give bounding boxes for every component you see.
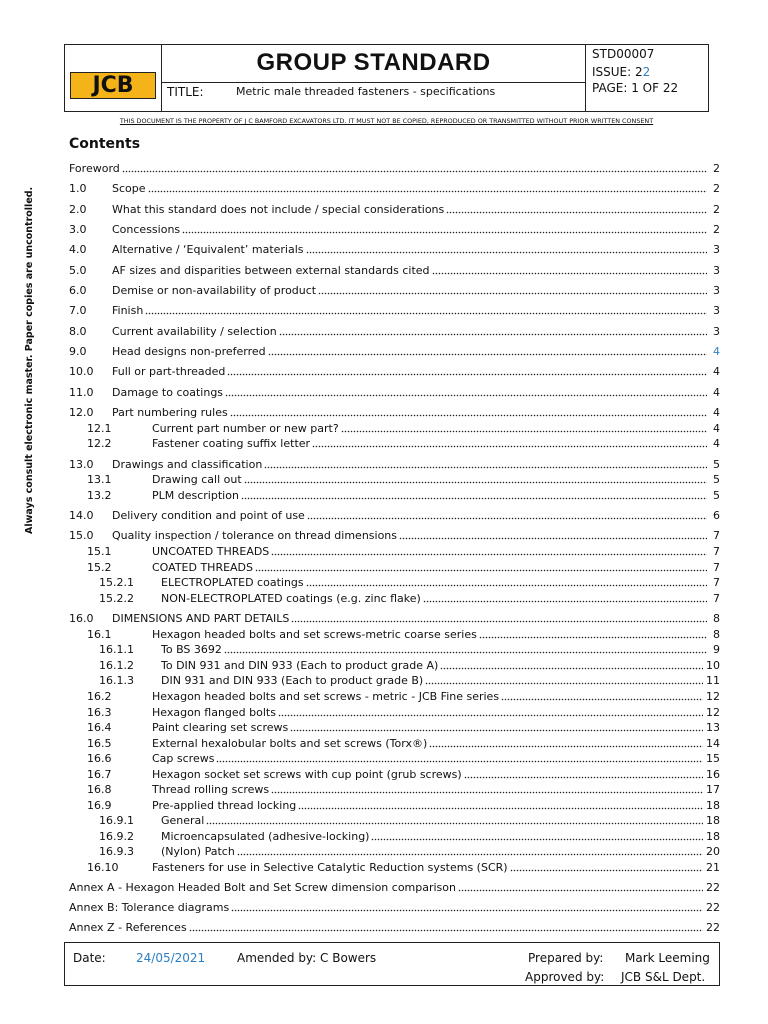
toc-entry[interactable] (69, 611, 720, 625)
toc-entry-page: 8 (713, 628, 720, 641)
toc-dot-leader (341, 430, 707, 433)
prepared-by-label: Prepared by: (528, 951, 604, 965)
toc-entry-page: 4 (713, 406, 720, 419)
toc-entry-title: PLM description (152, 489, 239, 502)
toc-entry-page: 3 (713, 325, 720, 338)
toc-dot-leader (306, 584, 707, 587)
toc-entry-page: 4 (713, 345, 720, 358)
toc-entry-title: Finish (112, 304, 144, 317)
toc-entry-title: Quality inspection / tolerance on thread dimensions (112, 529, 398, 542)
toc-dot-leader (278, 714, 703, 717)
toc-entry-title: Hexagon flanged bolts (152, 706, 276, 719)
toc-dot-leader (306, 251, 707, 254)
toc-entry-page: 20 (706, 845, 720, 858)
toc-dot-leader (268, 353, 707, 356)
toc-entry[interactable] (69, 544, 720, 558)
toc-entry-number: 12.1 (87, 422, 112, 435)
toc-entry-title: General (161, 814, 205, 827)
toc-entry[interactable] (69, 283, 720, 297)
toc-entry[interactable] (69, 813, 720, 827)
toc-entry-title: DIN 931 and DIN 933 (Each to product grade B) (161, 674, 424, 687)
toc-dot-leader (432, 272, 707, 275)
toc-entry-page: 5 (713, 489, 720, 502)
toc-entry[interactable] (69, 181, 720, 195)
toc-dot-leader (182, 231, 707, 234)
toc-entry-page: 12 (706, 690, 720, 703)
toc-entry-number: 16.9 (87, 799, 112, 812)
toc-dot-leader (122, 170, 707, 173)
toc-entry-page: 7 (713, 545, 720, 558)
toc-entry-number: 16.2 (87, 690, 112, 703)
toc-entry-page: 2 (713, 223, 720, 236)
toc-dot-leader (290, 729, 703, 732)
toc-entry[interactable] (69, 673, 720, 687)
toc-entry[interactable] (69, 751, 720, 765)
toc-dot-leader (244, 481, 707, 484)
toc-dot-leader (501, 698, 703, 701)
toc-dot-leader (399, 537, 707, 540)
toc-entry-title: Part numbering rules (112, 406, 228, 419)
toc-entry-title: Annex B: Tolerance diagrams (69, 901, 230, 914)
toc-entry-title: Demise or non-availability of product (112, 284, 317, 297)
toc-entry[interactable] (69, 844, 720, 858)
toc-entry-number: 10.0 (69, 365, 94, 378)
toc-entry-title: AF sizes and disparities between external standards cited (112, 264, 430, 277)
toc-entry-title: Cap screws (152, 752, 215, 765)
toc-entry-number: 16.1.3 (99, 674, 134, 687)
toc-dot-leader (312, 445, 707, 448)
toc-entry[interactable] (69, 303, 720, 317)
toc-entry[interactable] (69, 658, 720, 672)
toc-dot-leader (307, 517, 707, 520)
toc-entry-page: 15 (706, 752, 720, 765)
toc-dot-leader (206, 822, 703, 825)
uncontrolled-copy-note: Always consult electronic master. Paper copies are uncontrolled. (24, 186, 35, 534)
toc-entry-page: 8 (713, 612, 720, 625)
toc-entry-number: 16.9.1 (99, 814, 134, 827)
toc-entry[interactable] (69, 364, 720, 378)
toc-dot-leader (298, 807, 703, 810)
toc-entry-number: 15.2 (87, 561, 112, 574)
toc-entry[interactable] (69, 202, 720, 216)
toc-entry-title: Delivery condition and point of use (112, 509, 305, 522)
table-of-contents (69, 0, 720, 1000)
toc-entry-page: 7 (713, 561, 720, 574)
toc-entry[interactable] (69, 242, 720, 256)
toc-entry-page: 7 (713, 529, 720, 542)
date-label: Date: (73, 951, 106, 965)
toc-entry-title: Scope (112, 182, 146, 195)
toc-entry-title: Annex Z - References (69, 921, 187, 934)
toc-entry[interactable] (69, 457, 720, 471)
toc-entry-page: 21 (706, 861, 720, 874)
toc-entry-title: COATED THREADS (152, 561, 254, 574)
standard-title: GROUP STANDARD (256, 49, 491, 76)
toc-dot-leader (230, 414, 707, 417)
toc-entry-number: 16.5 (87, 737, 112, 750)
toc-entry-number: 7.0 (69, 304, 87, 317)
toc-entry-number: 16.9.3 (99, 845, 134, 858)
toc-dot-leader (423, 600, 707, 603)
toc-entry-page: 4 (713, 386, 720, 399)
toc-dot-leader (148, 190, 707, 193)
toc-entry-title: External hexalobular bolts and set screws (Torx®) (152, 737, 428, 750)
toc-entry-number: 15.1 (87, 545, 112, 558)
approved-by-value: JCB S&L Dept. (621, 970, 706, 984)
toc-entry-number: 16.7 (87, 768, 112, 781)
toc-dot-leader (429, 745, 703, 748)
toc-entry-number: 16.10 (87, 861, 119, 874)
toc-entry-number: 16.1 (87, 628, 112, 641)
toc-dot-leader (271, 791, 703, 794)
toc-entry-page: 22 (706, 881, 720, 894)
toc-entry-page: 14 (706, 737, 720, 750)
toc-entry-number: 15.2.1 (99, 576, 134, 589)
toc-entry-title: DIMENSIONS AND PART DETAILS (112, 612, 290, 625)
toc-entry-title: ELECTROPLATED coatings (161, 576, 304, 589)
toc-entry-number: 16.1.1 (99, 643, 134, 656)
toc-entry-number: 6.0 (69, 284, 87, 297)
toc-entry-number: 16.0 (69, 612, 94, 625)
toc-entry-title: Full or part-threaded (112, 365, 226, 378)
toc-entry-number: 16.4 (87, 721, 112, 734)
approved-by-label: Approved by: (525, 970, 605, 984)
toc-dot-leader (318, 292, 707, 295)
toc-entry[interactable] (69, 324, 720, 338)
toc-entry[interactable] (69, 405, 720, 419)
toc-entry-title: Current part number or new part? (152, 422, 339, 435)
toc-entry-title: Drawing call out (152, 473, 242, 486)
toc-entry-page: 18 (706, 814, 720, 827)
toc-entry-page: 7 (713, 576, 720, 589)
toc-dot-leader (440, 667, 703, 670)
toc-entry-page: 3 (713, 264, 720, 277)
toc-entry[interactable] (69, 860, 720, 874)
toc-entry-title: Concessions (112, 223, 181, 236)
toc-entry-page: 11 (706, 674, 720, 687)
toc-entry[interactable] (69, 689, 720, 703)
toc-entry-title: Hexagon headed bolts and set screws - metric - JCB Fine series (152, 690, 500, 703)
toc-entry[interactable] (69, 508, 720, 522)
toc-entry-number: 16.1.2 (99, 659, 134, 672)
toc-entry-page: 18 (706, 830, 720, 843)
toc-entry-title: Hexagon socket set screws with cup point (grub screws) (152, 768, 462, 781)
toc-entry-title: Fastener coating suffix letter (152, 437, 311, 450)
toc-entry-page: 3 (713, 284, 720, 297)
toc-entry-page: 10 (706, 659, 720, 672)
toc-entry[interactable] (69, 560, 720, 574)
page-info: PAGE: 1 OF 22 (592, 81, 679, 95)
toc-dot-leader (224, 651, 707, 654)
toc-dot-leader (231, 909, 703, 912)
toc-entry-title: To BS 3692 (161, 643, 222, 656)
toc-entry-number: 11.0 (69, 386, 94, 399)
toc-entry-title: Current availability / selection (112, 325, 277, 338)
toc-entry-number: 16.6 (87, 752, 112, 765)
toc-dot-leader (241, 497, 707, 500)
toc-entry-number: 12.0 (69, 406, 94, 419)
toc-entry[interactable] (69, 642, 720, 656)
toc-entry-title: To DIN 931 and DIN 933 (Each to product grade A) (161, 659, 439, 672)
toc-entry-page: 4 (713, 437, 720, 450)
toc-entry-number: 3.0 (69, 223, 87, 236)
toc-entry[interactable] (69, 528, 720, 542)
toc-entry-page: 4 (713, 422, 720, 435)
toc-dot-leader (479, 636, 707, 639)
toc-entry[interactable] (69, 488, 720, 502)
toc-dot-leader (510, 869, 703, 872)
toc-entry-title: Foreword (69, 162, 120, 175)
toc-entry-page: 5 (713, 473, 720, 486)
toc-dot-leader (458, 889, 703, 892)
title-label: TITLE: (167, 85, 204, 99)
toc-entry-page: 3 (713, 304, 720, 317)
date-value: 24/05/2021 (136, 951, 206, 965)
toc-entry[interactable] (69, 920, 720, 934)
toc-entry[interactable] (69, 767, 720, 781)
issue-number: ISSUE: 22 (592, 65, 651, 79)
toc-entry[interactable] (69, 575, 720, 589)
toc-entry-number: 8.0 (69, 325, 87, 338)
toc-entry-number: 14.0 (69, 509, 94, 522)
toc-entry-title: NON-ELECTROPLATED coatings (e.g. zinc flake) (161, 592, 421, 605)
toc-entry-title: Damage to coatings (112, 386, 224, 399)
toc-entry-title: Pre-applied thread locking (152, 799, 297, 812)
toc-entry-page: 2 (713, 182, 720, 195)
toc-entry[interactable] (69, 161, 720, 175)
toc-dot-leader (425, 682, 703, 685)
issue-number-value: 2 (642, 65, 651, 79)
toc-entry[interactable] (69, 829, 720, 843)
toc-entry-page: 5 (713, 458, 720, 471)
toc-entry[interactable] (69, 736, 720, 750)
toc-entry[interactable] (69, 222, 720, 236)
toc-entry[interactable] (69, 472, 720, 486)
toc-dot-leader (227, 373, 707, 376)
toc-entry-title: Hexagon headed bolts and set screws-metric coarse series (152, 628, 477, 641)
toc-dot-leader (189, 929, 703, 932)
document-footer (64, 942, 720, 986)
toc-entry-page: 22 (706, 901, 720, 914)
toc-dot-leader (145, 312, 707, 315)
toc-entry-page: 22 (706, 921, 720, 934)
toc-entry[interactable] (69, 263, 720, 277)
toc-entry[interactable] (69, 344, 720, 358)
toc-entry-page: 3 (713, 243, 720, 256)
toc-dot-leader (279, 333, 707, 336)
prepared-by-value: Mark Leeming (625, 951, 710, 965)
jcb-logo-text: JCB (92, 73, 134, 98)
toc-dot-leader (464, 776, 703, 779)
toc-entry-number: 4.0 (69, 243, 87, 256)
toc-dot-leader (237, 853, 703, 856)
toc-entry[interactable] (69, 900, 720, 914)
toc-entry[interactable] (69, 720, 720, 734)
toc-entry-title: Alternative / ‘Equivalent’ materials (112, 243, 304, 256)
toc-entry-page: 2 (713, 162, 720, 175)
toc-entry-number: 12.2 (87, 437, 112, 450)
toc-entry[interactable] (69, 421, 720, 435)
toc-entry-title: Microencapsulated (adhesive-locking) (161, 830, 370, 843)
toc-entry-page: 6 (713, 509, 720, 522)
contents-heading: Contents (69, 136, 141, 152)
amended-by: Amended by: C Bowers (237, 951, 377, 965)
toc-dot-leader (216, 760, 703, 763)
toc-dot-leader (264, 466, 707, 469)
toc-entry-title: What this standard does not include / special considerations (112, 203, 445, 216)
toc-entry-title: UNCOATED THREADS (152, 545, 270, 558)
toc-entry-page: 18 (706, 799, 720, 812)
toc-entry-page: 7 (713, 592, 720, 605)
toc-entry-page: 4 (713, 365, 720, 378)
toc-entry-title: Thread rolling screws (152, 783, 270, 796)
toc-dot-leader (271, 553, 707, 556)
toc-entry[interactable] (69, 782, 720, 796)
toc-entry-page: 17 (706, 783, 720, 796)
toc-entry[interactable] (69, 880, 720, 894)
toc-entry-number: 5.0 (69, 264, 87, 277)
toc-entry-title: Drawings and classification (112, 458, 263, 471)
toc-dot-leader (255, 569, 707, 572)
toc-entry-page: 2 (713, 203, 720, 216)
toc-entry-number: 2.0 (69, 203, 87, 216)
toc-entry[interactable] (69, 591, 720, 605)
toc-entry-title: Head designs non-preferred (112, 345, 266, 358)
toc-dot-leader (291, 620, 707, 623)
toc-entry-number: 16.9.2 (99, 830, 134, 843)
toc-entry-title: Annex A - Hexagon Headed Bolt and Set Screw dimension comparison (69, 881, 456, 894)
toc-entry-page: 16 (706, 768, 720, 781)
toc-entry-page: 13 (706, 721, 720, 734)
toc-entry[interactable] (69, 705, 720, 719)
document-title: Metric male threaded fasteners - specifications (236, 85, 496, 98)
toc-entry-number: 1.0 (69, 182, 87, 195)
toc-entry-number: 9.0 (69, 345, 87, 358)
toc-entry-number: 15.2.2 (99, 592, 134, 605)
toc-dot-leader (371, 838, 703, 841)
toc-entry-number: 13.2 (87, 489, 112, 502)
toc-dot-leader (446, 211, 707, 214)
toc-entry-title: Fasteners for use in Selective Catalytic Reduction systems (SCR) (152, 861, 508, 874)
toc-entry-page: 12 (706, 706, 720, 719)
toc-entry-page: 9 (713, 643, 720, 656)
toc-entry-number: 13.1 (87, 473, 112, 486)
toc-entry[interactable] (69, 436, 720, 450)
toc-entry[interactable] (69, 385, 720, 399)
toc-entry[interactable] (69, 798, 720, 812)
toc-entry[interactable] (69, 627, 720, 641)
toc-entry-number: 13.0 (69, 458, 94, 471)
toc-entry-number: 15.0 (69, 529, 94, 542)
toc-entry-title: (Nylon) Patch (161, 845, 235, 858)
toc-entry-number: 16.3 (87, 706, 112, 719)
toc-entry-number: 16.8 (87, 783, 112, 796)
property-disclaimer: THIS DOCUMENT IS THE PROPERTY OF J C BAMFORD EXCAVATORS LTD. IT MUST NOT BE COPIED, REPRODUCED OR TRANSMITTED WITHOUT PRIOR WRITTEN CONSENT (119, 117, 654, 125)
toc-entry-title: Paint clearing set screws (152, 721, 289, 734)
document-number: STD00007 (592, 47, 655, 61)
toc-dot-leader (225, 394, 707, 397)
